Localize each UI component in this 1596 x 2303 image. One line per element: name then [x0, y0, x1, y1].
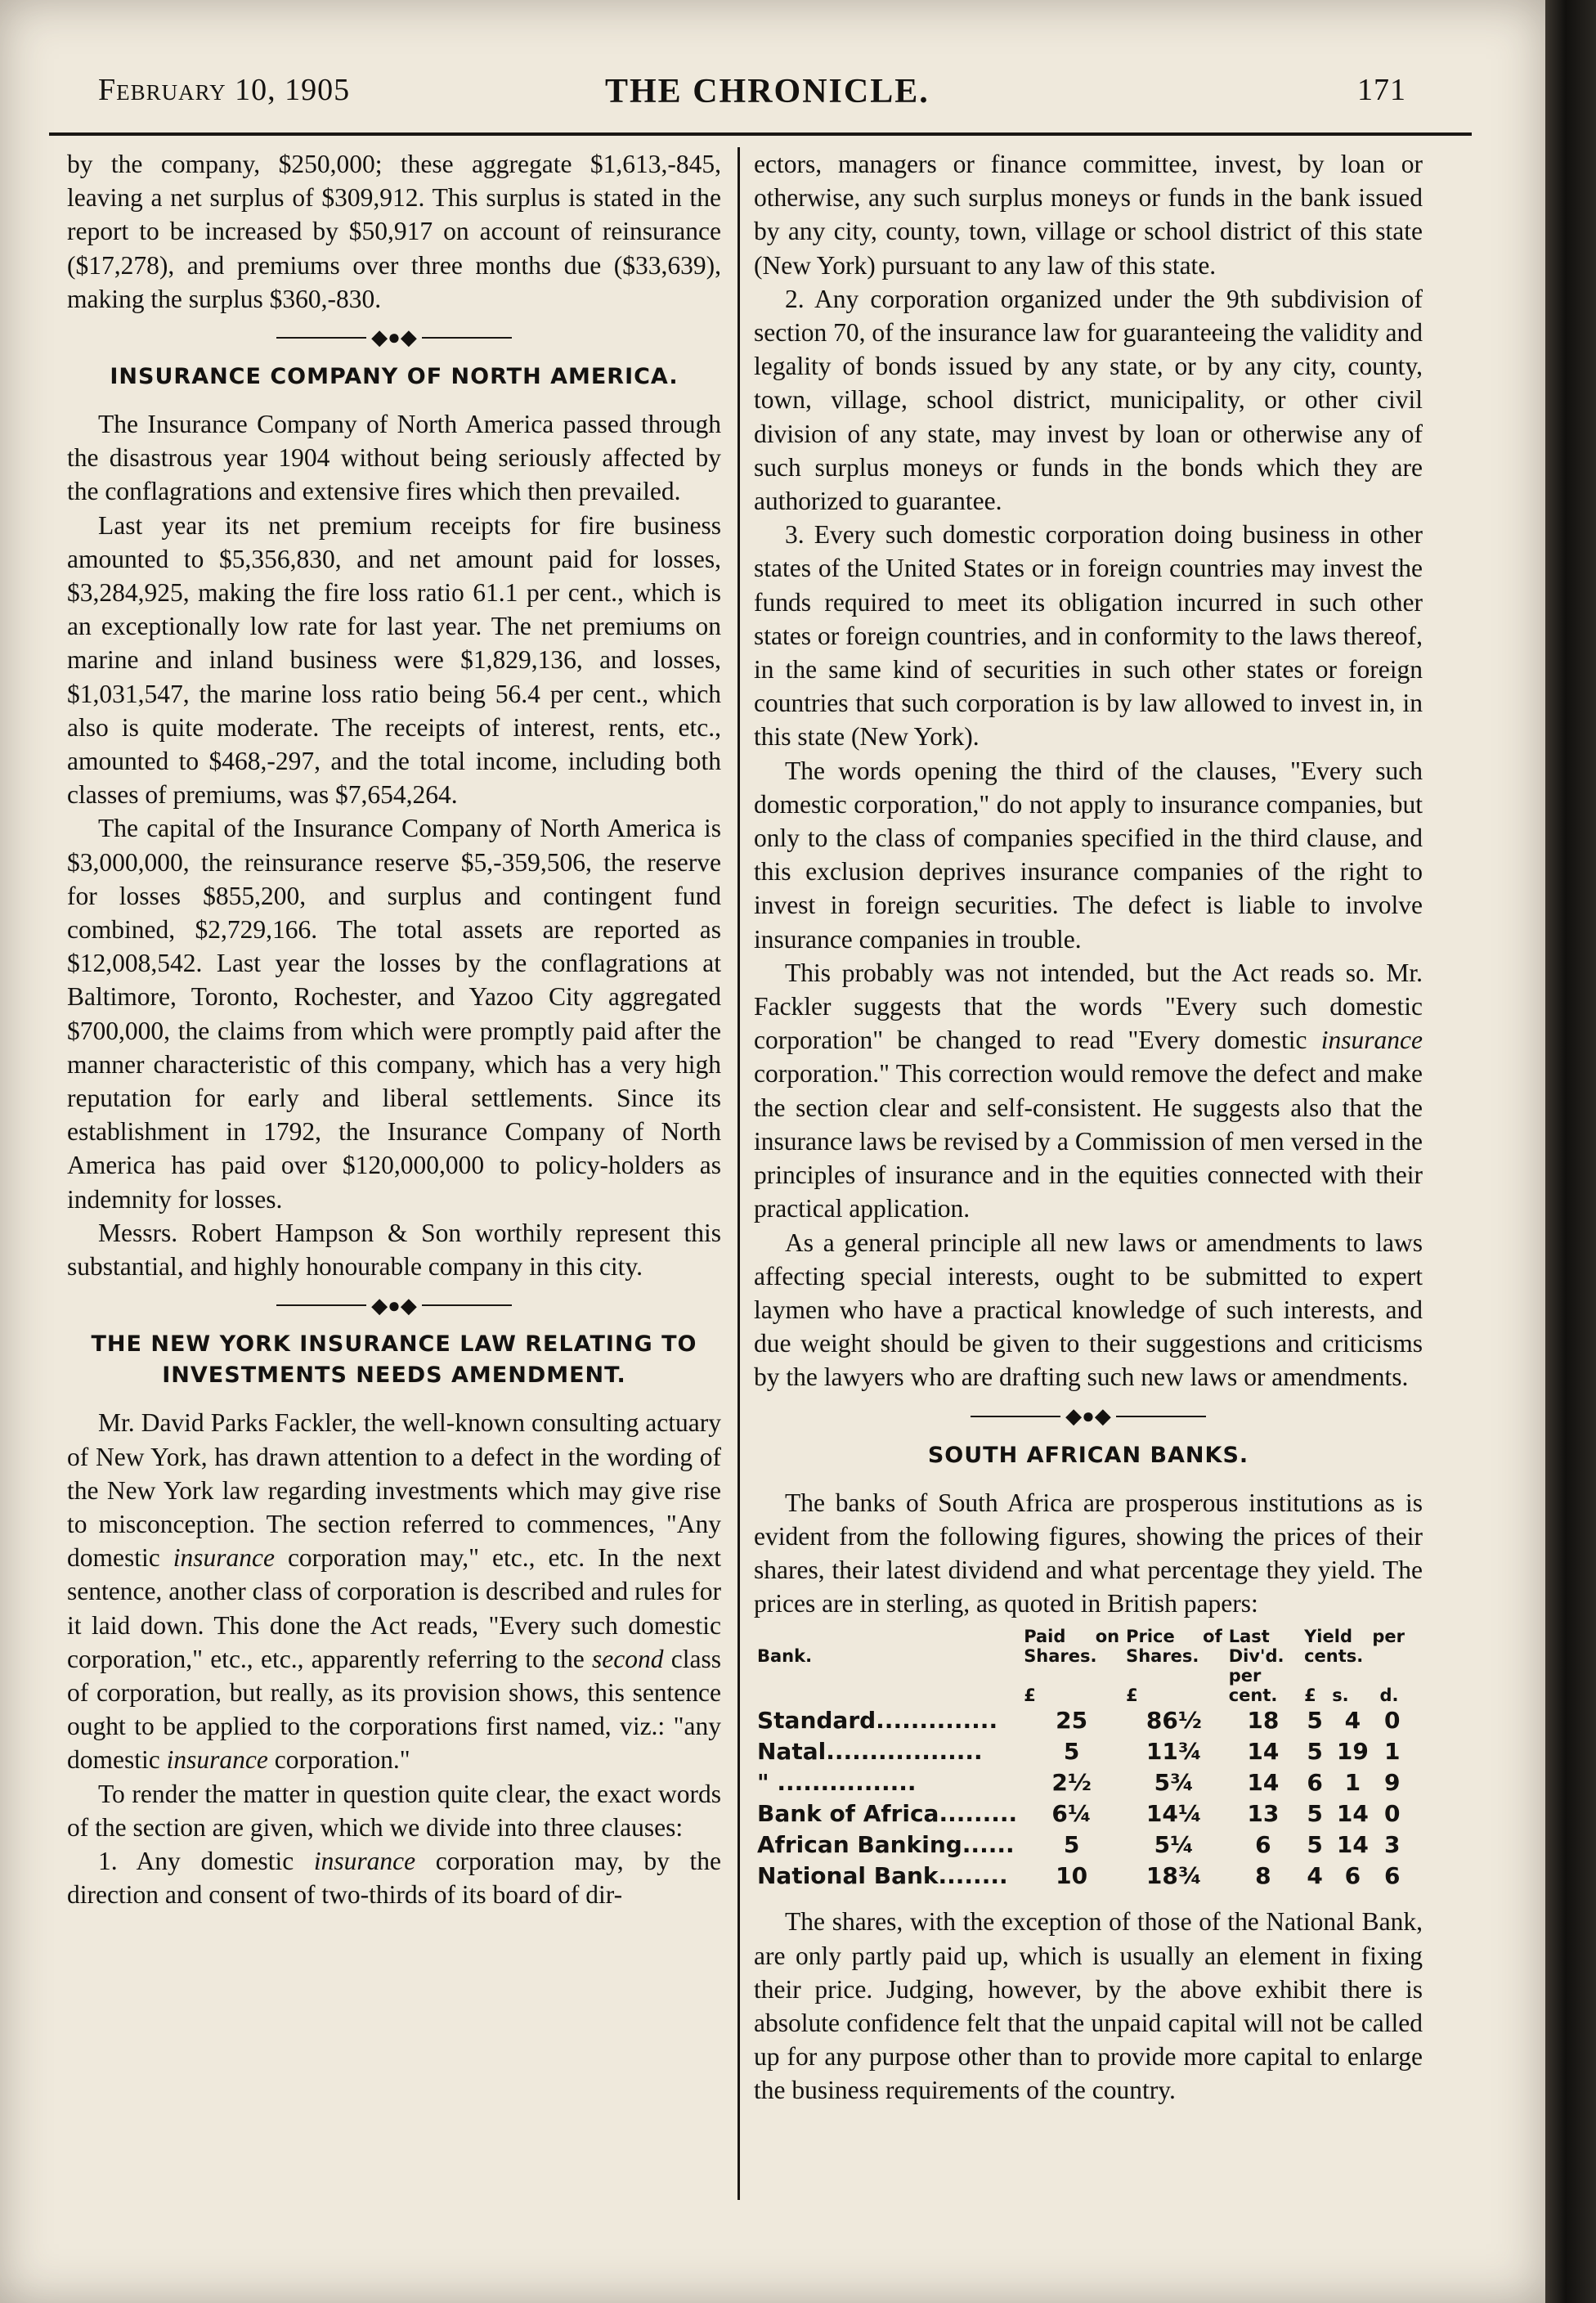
- yield-shillings: 14: [1336, 1800, 1369, 1828]
- unit-paid: £: [1024, 1686, 1036, 1706]
- paid-value: 25: [1056, 1707, 1088, 1735]
- yield-pence: 9: [1383, 1769, 1401, 1797]
- yield-pounds: 6: [1307, 1769, 1323, 1797]
- bank-name: Natal..................: [757, 1738, 983, 1766]
- bank-shares-table: [754, 1627, 1408, 1892]
- dividend-value: 14: [1247, 1769, 1280, 1797]
- yield-pounds: 5: [1307, 1831, 1323, 1859]
- price-value: 86½: [1145, 1707, 1202, 1735]
- yield-pence: 1: [1383, 1738, 1401, 1766]
- yield-shillings: 6: [1344, 1862, 1361, 1890]
- yield-pence: 3: [1383, 1831, 1401, 1859]
- table-row: [754, 1767, 1408, 1798]
- header-rule: [49, 132, 1472, 136]
- header-paid: Paid on Shares.: [1024, 1627, 1120, 1667]
- paragraph: As a general principle all new laws or amendments to laws affecting special interests, ought to be submitted to expert laymen who have a practical knowledge of such interests, and due weight should be given to their suggestions and criticisms by the lawyers who are drafting such new laws or amendments.: [754, 1228, 1423, 1392]
- paragraph: The banks of South Africa are prosperous institutions as is evident from the following figures, showing the prices of their shares, their latest dividend and what percentage they yield. The prices are in sterling, as quoted in British papers:: [754, 1488, 1423, 1618]
- bank-name: Bank of Africa.........: [757, 1800, 1018, 1828]
- dividend-value: 6: [1255, 1831, 1271, 1859]
- table-row: [754, 1798, 1408, 1829]
- paragraph: The Insurance Company of North America passed through the disastrous year 1904 without being seriously affected by the conflagrations and extensive fires which then prevailed.: [67, 410, 721, 506]
- book-spine: [1545, 0, 1596, 2303]
- paragraph: Messrs. Robert Hampson & Son worthily represent this substantial, and highly honourable company in this city.: [67, 1218, 721, 1282]
- yield-shillings: 4: [1344, 1707, 1361, 1735]
- unit-dividend: per cent.: [1228, 1666, 1278, 1706]
- price-value: 5¾: [1154, 1769, 1195, 1797]
- dividend-value: 13: [1247, 1800, 1280, 1828]
- clause-1: 1. Any domestic insurance corporation may, by the direction and consent of two-thirds of its board of dir-: [67, 1846, 721, 1910]
- yield-pounds: 5: [1307, 1800, 1323, 1828]
- heading-new-york-insurance-law: THE NEW YORK INSURANCE LAW RELATING TO INVESTMENTS NEEDS AMENDMENT.: [91, 1331, 697, 1389]
- paid-value: 5: [1063, 1738, 1080, 1766]
- page-number: 171: [1357, 73, 1406, 107]
- issue-date: February 10, 1905: [98, 73, 351, 107]
- heading-insurance-company-north-america: INSURANCE COMPANY OF NORTH AMERICA.: [110, 364, 679, 390]
- paragraph: Last year its net premium receipts for fire business amounted to $5,356,830, and net amount paid for losses, $3,284,925, making the fire loss ratio 61.1 per cent., which is an exceptionally low rate for last year. The net premiums on marine and inland business were $1,829,136, and losses, $1,031,547, the marine loss ratio being 56.4 per cent., which also is quite moderate. The receipts of interest, rents, etc., amounted to $468,-297, and the total income, including both classes of premiums, was $7,654,264.: [67, 510, 721, 810]
- yield-pounds: 5: [1307, 1707, 1323, 1735]
- paragraph: The words opening the third of the clauses, "Every such domestic corporation," do not apply to insurance companies, but only to the class of companies specified in the third clause, and this exclusion deprives insurance companies of the right to invest in foreign securities. The defect is liable to involve insurance companies in trouble.: [754, 756, 1423, 954]
- paragraph-continued: by the company, $250,000; these aggregate $1,613,-845, leaving a net surplus of $309,912. This surplus is stated in the report to be increased by $50,917 on account of reinsurance ($17,278), and premiums over three months due ($33,639), making the surplus $360,-830.: [67, 150, 721, 313]
- right-column: [754, 147, 1423, 2108]
- paragraph: This probably was not intended, but the Act reads so. Mr. Fackler suggests that the words "Every such domestic corporation" be changed to read "Every domestic insurance corporation." This correction would remove the defect and make the section clear and self-consistent. He suggests also that the insurance laws be revised by a Commission of men versed in the principles of insurance and in the equities connected with their practical application.: [754, 958, 1423, 1223]
- table-row: [754, 1705, 1408, 1736]
- paid-value: 2½: [1051, 1769, 1092, 1797]
- yield-shillings: 14: [1336, 1831, 1369, 1859]
- paragraph: Mr. David Parks Fackler, the well-known consulting actuary of New York, has drawn attention to a defect in the wording of the New York law regarding investments which may give rise to misconception. The section referred to commences, "Any domestic insurance corporation may," etc., etc. In the next sentence, another class of corporation is described and rules for it laid down. This done the Act reads, "Every such domestic corporation," etc., etc., apparently referring to the second class of corporation, but really, as its provision shows, this sentence ought to be applied to the corporations first named, viz.: "any domestic insurance corporation.": [67, 1408, 722, 1775]
- clause-2: 2. Any corporation organized under the 9th subdivision of section 70, of the insurance law for guaranteeing the validity and legality of bonds issued by any state, or by any city, county, town, village, school district, municipality, or other civil division of any state, may invest by loan or otherwise any of such surplus moneys or funds in the bonds which they are authorized to guarantee.: [754, 284, 1423, 516]
- yield-pounds: 4: [1307, 1862, 1323, 1890]
- header-price: Price of Shares.: [1126, 1627, 1222, 1667]
- bank-name: National Bank........: [757, 1862, 1008, 1890]
- bank-name: " ................: [757, 1769, 917, 1797]
- unit-price: £: [1126, 1686, 1138, 1706]
- unit-shillings: s.: [1332, 1686, 1349, 1706]
- paragraph: The capital of the Insurance Company of North America is $3,000,000, the reinsurance reserve $5,-359,506, the reserve for losses $855,200, and surplus and contingent fund combined, $2,729,166. The total assets are reported as $12,008,542. Last year the losses by the conflagrations at Baltimore, Toronto, Rochester, and Yazoo City aggregated $700,000, the claims from which were promptly paid after the manner characteristic of this company, which has a very high reputation for early and liberal settlements. Since its establishment in 1792, the Insurance Company of North America has paid over $120,000,000 to policy-holders as indemnity for losses.: [67, 814, 721, 1214]
- header-yield: Yield per cents.: [1304, 1627, 1405, 1667]
- yield-pence: 0: [1383, 1707, 1401, 1735]
- section-divider: ◆●◆: [67, 1293, 721, 1318]
- price-value: 11¾: [1145, 1738, 1202, 1766]
- yield-pence: 6: [1383, 1862, 1401, 1890]
- paragraph: To render the matter in question quite clear, the exact words of the section are given, which we divide into three clauses:: [67, 1779, 721, 1842]
- table-row: [754, 1829, 1408, 1861]
- dividend-value: 14: [1247, 1738, 1280, 1766]
- clause-3: 3. Every such domestic corporation doing business in other states of the United States or in foreign countries may invest the funds required to meet its obligation incurred in such other states or foreign countries, and in conformity to the laws thereof, in the same kind of securities in such other states or foreign countries that such corporation is by law allowed to invest in, in this state (New York).: [754, 520, 1423, 752]
- paid-value: 6¼: [1051, 1800, 1092, 1828]
- yield-pence: 0: [1383, 1800, 1401, 1828]
- section-divider: ◆●◆: [67, 325, 721, 350]
- column-divider: [737, 147, 740, 2200]
- clause-1-continued: ectors, managers or finance committee, invest, by loan or otherwise, any such surplus moneys or funds in the bank issued by any city, county, town, village or school district of this state (New York) pursuant to any law of this state.: [754, 150, 1423, 280]
- paragraph: The shares, with the exception of those of the National Bank, are only partly paid up, which is usually an element in fixing their price. Judging, however, by the above exhibit there is absolute confidence felt that the unpaid capital will not be called up for any purpose other than to provide more capital to enlarge the business requirements of the country.: [754, 1907, 1423, 2105]
- price-value: 5¼: [1154, 1831, 1195, 1859]
- table-header-row: [754, 1627, 1408, 1666]
- bank-name: Standard..............: [757, 1707, 998, 1735]
- bank-name: African Banking......: [757, 1831, 1015, 1859]
- header-dividend: Last Div'd.: [1228, 1627, 1284, 1667]
- yield-shillings: 19: [1336, 1738, 1369, 1766]
- section-divider: ◆●◆: [754, 1404, 1423, 1429]
- unit-pence: d.: [1379, 1686, 1399, 1706]
- unit-pounds: £: [1304, 1686, 1316, 1706]
- heading-south-african-banks: SOUTH AFRICAN BANKS.: [927, 1442, 1249, 1468]
- price-value: 14¼: [1145, 1800, 1202, 1828]
- price-value: 18¾: [1145, 1862, 1202, 1890]
- paid-value: 5: [1063, 1831, 1080, 1859]
- table-row: [754, 1861, 1408, 1892]
- yield-shillings: 1: [1344, 1769, 1361, 1797]
- yield-pounds: 5: [1307, 1738, 1323, 1766]
- dividend-value: 18: [1247, 1707, 1280, 1735]
- table-units-row: [754, 1666, 1408, 1705]
- left-column: [67, 147, 721, 1911]
- paid-value: 10: [1056, 1862, 1088, 1890]
- header-bank: Bank.: [757, 1646, 813, 1667]
- table-row: [754, 1736, 1408, 1767]
- dividend-value: 8: [1255, 1862, 1271, 1890]
- publication-title: THE CHRONICLE.: [605, 73, 930, 110]
